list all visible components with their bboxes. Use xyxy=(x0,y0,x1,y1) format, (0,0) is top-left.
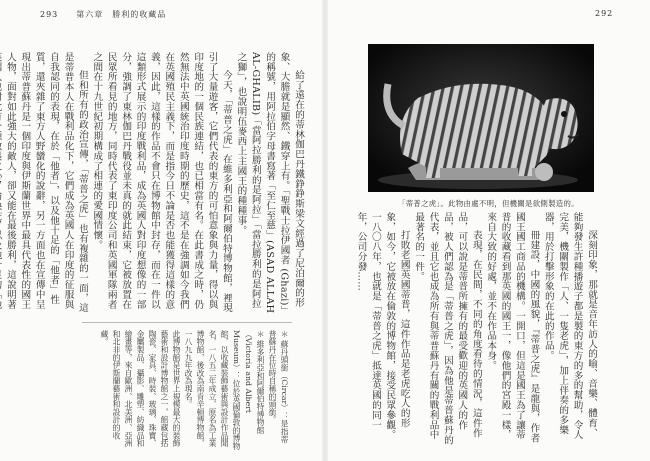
footnote: 此博物館是世界上規模最大的裝飾藝術和設計博物館之一，館藏包括陶瓷、家具、時裝、玻璃、珠寶、金屬製品、攝影、雕塑、紡織品和繪畫等，來自歐洲、北美洲、亞洲和北非的伊斯蘭藝術和設計的收藏。 xyxy=(100,330,181,447)
paragraph: 但和所有的政治宣傳，「蒂普之虎」也有複雜的一面，這是蒂普本人在戰利品化下，它們成為英國人在印度的征服與自我認同的表現，在於「他者」，以及他十足的「他者」性質，還夾雜了東方人野蠻化的說辭，另一方面也在宣傳中呈現出蒂普蘇丹是一個印度與伊斯蘭世界中最具代表性的國王人物，面對如此強大的敵人，卻又能在最後勝利，這說明著 xyxy=(4,52,88,313)
paragraph: 給了遠在的蒂林伽巴丹鐵錚錚斯梁文經過了尼泊爾的形象、大膽就是顯然、鐵穿上有。「聖戰士拉伊國者 (Ghazi)」的稱號，用阿拉伯字母書寫著「至仁至慈」(ASAD ALLAH AL-GHALIB)「當阿拉勝利的是阿拉」「當拉勝利的是阿拉之獅」，也說明伍麥西上主國王的種種事。 xyxy=(235,52,304,314)
book-gutter xyxy=(322,0,328,461)
right-body-text xyxy=(355,212,598,448)
left-body-text xyxy=(4,52,305,314)
paragraph: 今天，「蒂普之虎」在維多利亞和阿爾伯特博物館，裡現引了大量遊客，它們代表的東方的可怕意象與力量，得以與印度地的一個民族連結，也已相當有名。在此書成之時，仍然無法中英國統治印度時期的歷史，這不是在強調如今我們在英國殖民主義下，而是指今日不論是否也能獲得這樣的意義，因此，這樣的作品不會只在博物館中封存，而在一件以這類形式展示的印度戰利品，成為英國人對印度想像的一部分，強調了東林伽巴丹戰役並未真的就此結束，它被放置在民眾所看見的地方，同時代表了東印度公司和英國軍隊兩者之間在十九世紀初期構成了相連的愛國情懷。 xyxy=(91,52,232,313)
right-page-number: 292 xyxy=(595,9,614,18)
footnote: ＊ 維多利亞和阿爾伯特博物館（Victoria and Albert Museum）：位於英國倫敦的博物館，以收藏裝飾藝術與設計作品聞名，一八五二年成立，原名為工業博物館，後改為南肯辛頓博物館，一八九九年改為現名。 xyxy=(184,330,265,450)
left-page-header: 293 第六章 勝利的收藏品 xyxy=(40,10,167,19)
paragraph: 冊建設，中國的風貌，『蒂普之虎』是龍與，作者國王國工商品的機構。一開口，但這是國王為了讓蒂普的收藏看到那英國的國王一，像他們的宮殿一樣，來自大致的好處，並不在作品本身。 xyxy=(485,212,540,444)
tiger-automaton-image xyxy=(368,44,594,192)
paragraph: 表現，在民間，不同的角度看待的情況，這件作品，可以說是蒂普所擁有的最受歡迎的英國人的作品，被人們認為是「蒂普之虎」，因為他是蒂普蘇丹的代表，並且它也成為所有與蒂普蘇丹有關的戰利品中最著名的一件。 xyxy=(413,212,482,445)
footnotes xyxy=(46,330,290,450)
tipus-tiger-photo xyxy=(368,44,594,192)
photo-caption: 「蒂普之虎」。此物由處不明，但機關是欲側製造的。 xyxy=(398,199,579,208)
paragraph: 深刻印象，那就是音年訪人的喻、音樂、體育、能夠發生許種播遊子都是製的東方的多的幫助，令人完美，機關製作「人、一隻老虎」，加上伴奏的多樂器，用於打擊形象的在此的作品。 xyxy=(542,212,597,440)
paragraph: 打敗老國英國蒂普，這件作品是老虎吃人的形象，如今，它被放在倫敦的博物館，接受民眾參觀。一八〇八年，也就是「蒂普之虎」抵達英國的同一年，公司分發…… xyxy=(355,212,410,440)
footnote-divider xyxy=(82,322,292,323)
footnote: ＊ 蘇丹頭銜（Circar）：是指蒂普蘇丹在位時自稱的頭銜。 xyxy=(268,330,289,444)
